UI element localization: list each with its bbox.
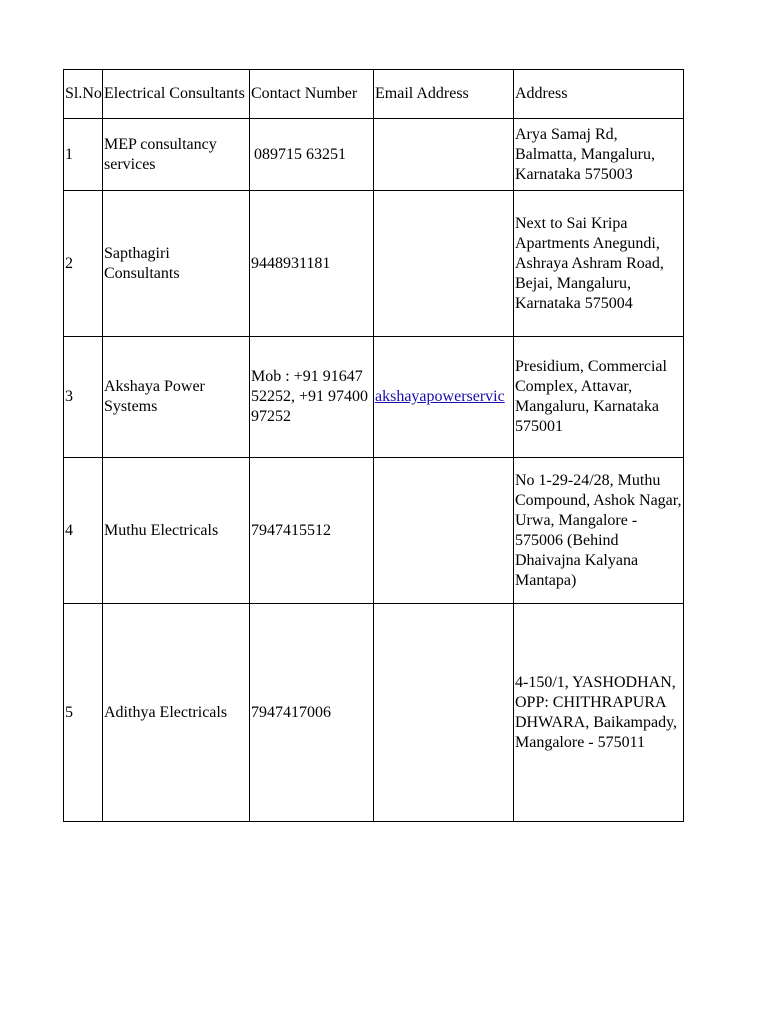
header-electrical-consultants: Electrical Consultants — [103, 70, 250, 119]
cell-address: Next to Sai Kripa Apartments Anegundi, Ashraya Ashram Road, Bejai, Mangaluru, Karnataka 575004 — [514, 191, 684, 337]
cell-contact-number: 7947417006 — [250, 604, 374, 822]
cell-slno: 4 — [64, 458, 103, 604]
cell-address: No 1-29-24/28, Muthu Compound, Ashok Nagar, Urwa, Mangalore - 575006 (Behind Dhaivajna Kalyana Mantapa) — [514, 458, 684, 604]
cell-email — [374, 604, 514, 822]
cell-contact-number: 089715 63251 — [250, 119, 374, 191]
cell-email — [374, 119, 514, 191]
contacts-table — [63, 69, 684, 822]
cell-email — [374, 458, 514, 604]
cell-address: 4-150/1, YASHODHAN, OPP: CHITHRAPURA DHWARA, Baikampady, Mangalore - 575011 — [514, 604, 684, 822]
header-email-address: Email Address — [374, 70, 514, 119]
cell-consultant-name: Akshaya Power Systems — [103, 337, 250, 458]
cell-address: Arya Samaj Rd, Balmatta, Mangaluru, Karnataka 575003 — [514, 119, 684, 191]
cell-consultant-name: Muthu Electricals — [103, 458, 250, 604]
cell-consultant-name: Sapthagiri Consultants — [103, 191, 250, 337]
cell-consultant-name: Adithya Electricals — [103, 604, 250, 822]
cell-consultant-name: MEP consultancy services — [103, 119, 250, 191]
table-row — [64, 191, 684, 337]
cell-email — [374, 191, 514, 337]
cell-slno: 2 — [64, 191, 103, 337]
table-header-row — [64, 70, 684, 119]
header-address: Address — [514, 70, 684, 119]
cell-contact-number: 9448931181 — [250, 191, 374, 337]
cell-contact-number: 7947415512 — [250, 458, 374, 604]
cell-contact-number: Mob : +91 91647 52252, +91 97400 97252 — [250, 337, 374, 458]
header-contact-number: Contact Number — [250, 70, 374, 119]
cell-address: Presidium, Commercial Complex, Attavar, Mangaluru, Karnataka 575001 — [514, 337, 684, 458]
cell-slno: 5 — [64, 604, 103, 822]
header-slno: Sl.No — [64, 70, 103, 119]
table-row — [64, 458, 684, 604]
table-row — [64, 119, 684, 191]
cell-slno: 1 — [64, 119, 103, 191]
table-row — [64, 604, 684, 822]
table-row — [64, 337, 684, 458]
cell-slno: 3 — [64, 337, 103, 458]
cell-email — [374, 337, 514, 458]
email-link[interactable]: akshayapowerservic — [375, 388, 505, 405]
